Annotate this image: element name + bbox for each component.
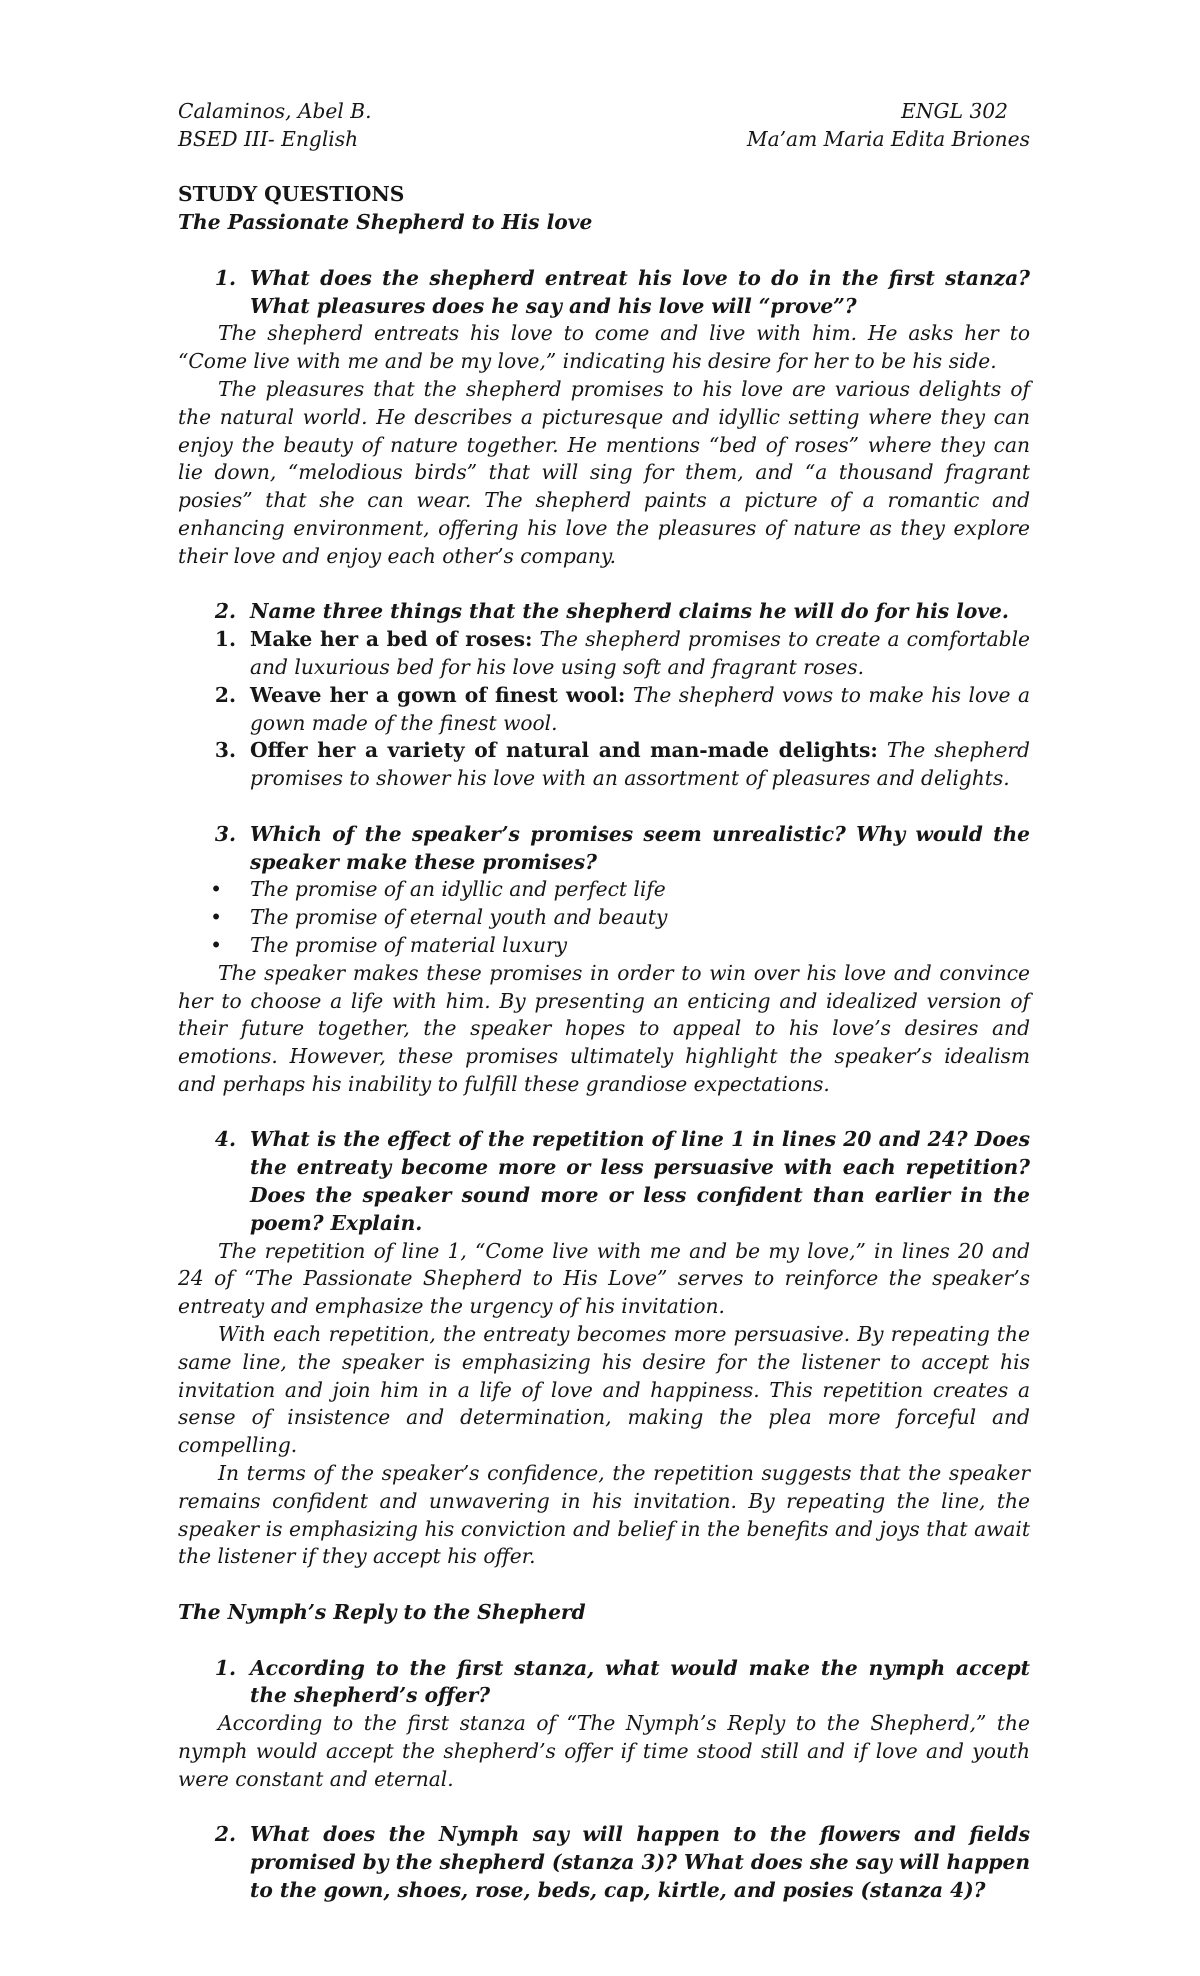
question-number: 1. xyxy=(214,265,236,290)
list-item xyxy=(178,737,1030,793)
bullet-text: The promise of eternal youth and beauty xyxy=(250,905,668,930)
bullet-text: The promise of an idyllic and perfect life xyxy=(250,877,666,902)
bullet-icon: • xyxy=(210,932,222,957)
answer-paragraph: The repetition of line 1, “Come live with me and be my love,” in lines 20 and 24 of “The Passionate Shepherd to His Love” serves to reinforce the speaker’s entreaty and emphasize the urgency of his invitation. xyxy=(178,1238,1030,1319)
question-3 xyxy=(178,821,1030,877)
answer-paragraph: In terms of the speaker’s confidence, the repetition suggests that the speaker remains confident and unwavering in his invitation. By repeating the line, the speaker is emphasizing his conviction and belief in the benefits and joys that await the listener if they accept his offer. xyxy=(178,1461,1030,1569)
question-number: 1. xyxy=(214,1655,236,1680)
header-row-2 xyxy=(178,126,1030,154)
poem-title-1: The Passionate Shepherd to His love xyxy=(178,210,593,235)
item-label: Offer her a variety of natural and man-made delights: xyxy=(250,738,878,763)
spacer xyxy=(178,1571,1030,1599)
item-description: The shepherd vows to make his love a gown made of the finest wool. xyxy=(250,682,1030,735)
answer-paragraph: According to the first stanza of “The Nymph’s Reply to the Shepherd,” the nymph would accept the shepherd’s offer if time stood still and if love and youth were constant and eternal. xyxy=(178,1711,1030,1791)
spacer xyxy=(178,793,1030,821)
question-4 xyxy=(178,1126,1030,1237)
item-description: The shepherd promises to shower his love with an assortment of pleasures and delights. xyxy=(250,738,1030,791)
spacer xyxy=(178,1099,1030,1127)
item-number: 3. xyxy=(214,738,236,763)
question-2 xyxy=(178,598,1030,626)
program: BSED III- English xyxy=(178,126,359,151)
spacer xyxy=(178,1794,1030,1822)
bullet-item xyxy=(178,932,1030,960)
answer-paragraph: The pleasures that the shepherd promises to his love are various delights of the natural world. He describes a picturesque and idyllic setting where they can enjoy the beauty of nature together. He mentions “bed of roses” where they can lie down, “melodious birds” that will sing for them, and “a thousand fragrant posies” that she can wear. The shepherd paints a picture of a romantic and enhancing environment, offering his love the pleasures of nature as they explore their love and enjoy each other’s company. xyxy=(178,376,1030,568)
nymph-question-1 xyxy=(178,1655,1030,1711)
header-row-1 xyxy=(178,98,1030,126)
bullet-text: The promise of material luxury xyxy=(250,932,568,957)
item-label: Make her a bed of roses: xyxy=(250,627,533,652)
section-heading: STUDY QUESTIONS xyxy=(178,182,405,207)
question-number: 2. xyxy=(214,599,236,624)
spacer xyxy=(178,571,1030,599)
question-text: Name three things that the shepherd claims he will do for his love. xyxy=(250,599,1009,624)
list-item xyxy=(178,682,1030,738)
question-text: What is the effect of the repetition of line 1 in lines 20 and 24? Does the entreaty become more or less persuasive with each repetition? Does the speaker sound more or less confident than earlier in the poem? Explain. xyxy=(250,1127,1030,1235)
item-number: 1. xyxy=(214,627,236,652)
spacer xyxy=(178,237,1030,265)
bullet-icon: • xyxy=(210,905,222,930)
question-number: 4. xyxy=(214,1127,236,1152)
bullet-item xyxy=(178,904,1030,932)
answer-paragraph: With each repetition, the entreaty becomes more persuasive. By repeating the same line, the speaker is emphasizing his desire for the listener to accept his invitation and join him in a life of love and happiness. This repetition creates a sense of insistence and determination, making the plea more forceful and compelling. xyxy=(178,1322,1030,1458)
question-text: What does the shepherd entreat his love to do in the first stanza? What pleasures does he say and his love will “prove”? xyxy=(250,265,1030,318)
answer-paragraph: The shepherd entreats his love to come and live with him. He asks her to “Come live with me and be my love,” indicating his desire for her to be his side. xyxy=(178,321,1030,374)
student-name: Calaminos, Abel B. xyxy=(178,99,372,123)
list-item xyxy=(178,626,1030,682)
question-number: 2. xyxy=(214,1822,236,1847)
course-code: ENGL 302 xyxy=(901,99,1008,123)
nymph-question-2 xyxy=(178,1821,1030,1904)
poem-title-2: The Nymph’s Reply to the Shepherd xyxy=(178,1600,586,1625)
question-text: What does the Nymph say will happen to the flowers and fields promised by the shepherd (stanza 3)? What does she say will happen to the gown, shoes, rose, beds, cap, kirtle, and posies (stanza 4)? xyxy=(250,1822,1030,1902)
question-1 xyxy=(178,265,1030,321)
answer-paragraph: The speaker makes these promises in order to win over his love and convince her to choose a life with him. By presenting an enticing and idealized version of their future together, the speaker hopes to appeal to his love’s desires and emotions. However, these promises ultimately highlight the speaker’s idealism and perhaps his inability to fulfill these grandiose expectations. xyxy=(178,960,1030,1096)
question-number: 3. xyxy=(214,821,236,846)
question-text: Which of the speaker’s promises seem unrealistic? Why would the speaker make these promises? xyxy=(250,821,1030,874)
bullet-icon: • xyxy=(210,877,222,902)
bullet-item xyxy=(178,876,1030,904)
instructor: Ma’am Maria Edita Briones xyxy=(746,126,1030,151)
question-text: According to the first stanza, what would make the nymph accept the shepherd’s offer? xyxy=(250,1655,1030,1708)
spacer xyxy=(178,154,1030,182)
item-label: Weave her a gown of finest wool: xyxy=(250,682,626,707)
item-description: The shepherd promises to create a comfortable and luxurious bed for his love using soft and fragrant roses. xyxy=(250,627,1030,679)
item-number: 2. xyxy=(214,682,236,707)
spacer xyxy=(178,1627,1030,1655)
